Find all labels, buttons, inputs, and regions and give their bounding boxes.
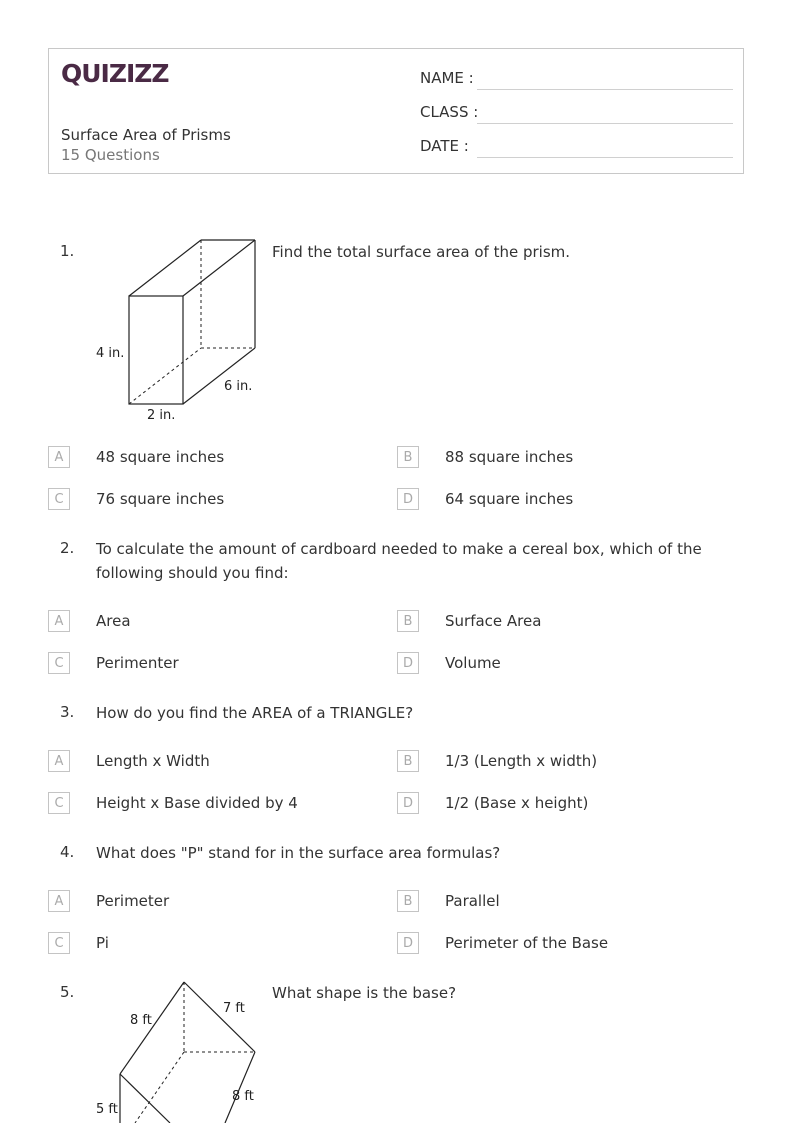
q3-option-c-box[interactable]: C: [48, 792, 70, 814]
q4-option-d-text: Perimeter of the Base: [445, 934, 609, 952]
question-1-text: Find the total surface area of the prism.: [272, 243, 571, 261]
rectangular-prism-figure: [90, 232, 265, 427]
q3-option-d-text: 1/2 (Base x height): [445, 794, 589, 812]
q4-option-d-box[interactable]: D: [397, 932, 419, 954]
q4-option-c-box[interactable]: C: [48, 932, 70, 954]
q1-option-d-text: 64 square inches: [445, 490, 574, 508]
depth-label: 6 in.: [224, 379, 253, 394]
q2-option-b-text: Surface Area: [445, 612, 542, 630]
triangular-prism-figure: [90, 972, 270, 1123]
date-line: [477, 157, 733, 158]
question-4-number: 4.: [60, 843, 75, 861]
date-label: DATE :: [420, 137, 469, 155]
q4-option-a-box[interactable]: A: [48, 890, 70, 912]
q4-option-a-text: Perimeter: [96, 892, 170, 910]
name-line: [477, 89, 733, 90]
q3-option-c-text: Height x Base divided by 4: [96, 794, 298, 812]
question-2-text-line2: following should you find:: [96, 564, 289, 582]
q1-option-a-text: 48 square inches: [96, 448, 225, 466]
q1-option-d-box[interactable]: D: [397, 488, 419, 510]
quizizz-logo: QUIZIZZ: [61, 59, 169, 88]
right-side-edge-label: 8 ft: [232, 1089, 254, 1104]
q4-option-b-text: Parallel: [445, 892, 500, 910]
q4-option-b-box[interactable]: B: [397, 890, 419, 912]
q3-option-b-text: 1/3 (Length x width): [445, 752, 598, 770]
question-3-text: How do you find the AREA of a TRIANGLE?: [96, 704, 414, 722]
worksheet-header: [48, 48, 744, 174]
width-label: 2 in.: [147, 408, 176, 423]
name-label: NAME :: [420, 69, 474, 87]
height-label: 4 in.: [96, 346, 125, 361]
worksheet-title: Surface Area of Prisms: [61, 126, 231, 144]
right-top-edge-label: 7 ft: [223, 1001, 245, 1016]
question-2-text-line1: To calculate the amount of cardboard needed to make a cereal box, which of the: [96, 540, 702, 558]
question-5-number: 5.: [60, 983, 75, 1001]
q1-option-c-box[interactable]: C: [48, 488, 70, 510]
q1-option-b-text: 88 square inches: [445, 448, 574, 466]
left-top-edge-label: 8 ft: [130, 1013, 152, 1028]
question-5-text: What shape is the base?: [272, 984, 457, 1002]
question-4-text: What does "P" stand for in the surface area formulas?: [96, 844, 501, 862]
q2-option-a-text: Area: [96, 612, 131, 630]
q3-option-a-text: Length x Width: [96, 752, 210, 770]
q3-option-b-box[interactable]: B: [397, 750, 419, 772]
q2-option-c-text: Perimenter: [96, 654, 179, 672]
q1-option-c-text: 76 square inches: [96, 490, 225, 508]
question-1-number: 1.: [60, 242, 75, 260]
question-2-number: 2.: [60, 539, 75, 557]
q2-option-d-box[interactable]: D: [397, 652, 419, 674]
q2-option-b-box[interactable]: B: [397, 610, 419, 632]
q3-option-a-box[interactable]: A: [48, 750, 70, 772]
question-3-number: 3.: [60, 703, 75, 721]
q2-option-c-box[interactable]: C: [48, 652, 70, 674]
q1-option-a-box[interactable]: A: [48, 446, 70, 468]
q4-option-c-text: Pi: [96, 934, 109, 952]
left-side-edge-label: 5 ft: [96, 1102, 118, 1117]
q3-option-d-box[interactable]: D: [397, 792, 419, 814]
q1-option-b-box[interactable]: B: [397, 446, 419, 468]
q2-option-d-text: Volume: [445, 654, 501, 672]
question-count: 15 Questions: [61, 146, 160, 164]
class-line: [477, 123, 733, 124]
q2-option-a-box[interactable]: A: [48, 610, 70, 632]
class-label: CLASS :: [420, 103, 479, 121]
